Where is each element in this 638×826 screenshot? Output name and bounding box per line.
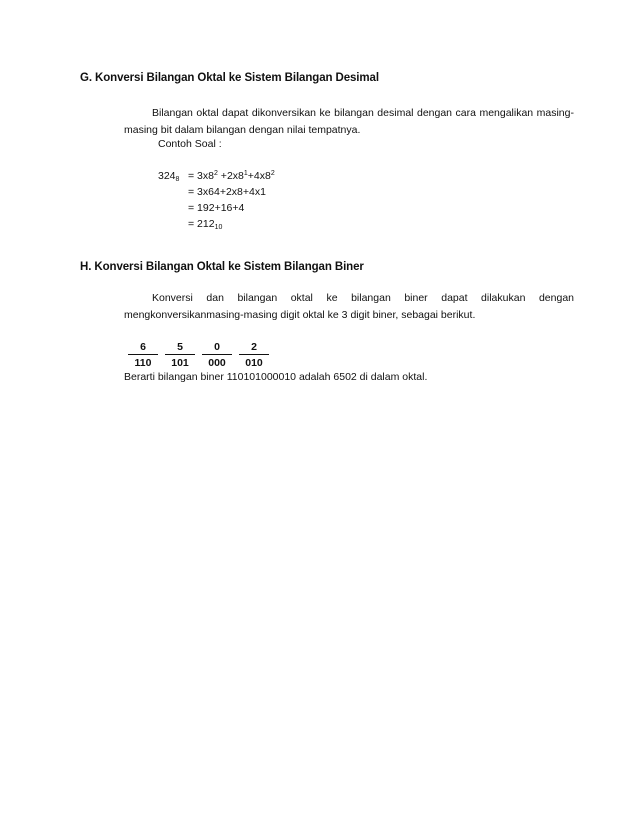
conversion-group-1 <box>128 340 158 371</box>
octal-digit: 2 <box>239 340 269 355</box>
binary-digits: 110 <box>134 357 152 369</box>
section-g-paragraph-text: Bilangan oktal dapat dikonversikan ke bilangan desimal dengan cara mengalikan masing-masing bit dalam bilangan dengan nilai tempatnya. <box>124 107 574 136</box>
conversion-group-3 <box>202 340 232 371</box>
octal-digit: 0 <box>202 340 232 355</box>
section-g-heading: G. Konversi Bilangan Oktal ke Sistem Bilangan Desimal <box>80 72 379 84</box>
example-step-4: = $212_{10}$ <box>188 218 223 231</box>
conversion-conclusion: Berarti bilangan biner 110101000010 adalah 6502 di dalam oktal. <box>124 371 428 383</box>
binary-digits: 010 <box>245 357 263 369</box>
octal-digit: 5 <box>165 340 195 355</box>
example-step-3: = 192+16+4 <box>188 202 245 214</box>
binary-digits: 101 <box>171 357 189 369</box>
binary-digits: 000 <box>208 357 226 369</box>
example-label: Contoh Soal : <box>158 138 222 150</box>
example-base-number: $324_8$ <box>158 170 180 183</box>
example-step-1: = $3x8^2 +2x8^1+4x8^2$ <box>188 170 275 182</box>
section-g-paragraph <box>124 105 574 139</box>
conversion-group-2 <box>165 340 195 371</box>
section-h-heading: H. Konversi Bilangan Oktal ke Sistem Bilangan Biner <box>80 261 364 273</box>
example-step-2: = 3x64+2x8+4x1 <box>188 186 266 198</box>
conversion-group-4 <box>239 340 269 371</box>
section-h-paragraph <box>124 290 574 324</box>
octal-digit: 6 <box>128 340 158 355</box>
section-h-paragraph-text: Konversi dan bilangan oktal ke bilangan biner dapat dilakukan dengan mengkonversikanmasing-masing digit oktal ke 3 digit biner, sebagai berikut. <box>124 292 574 321</box>
